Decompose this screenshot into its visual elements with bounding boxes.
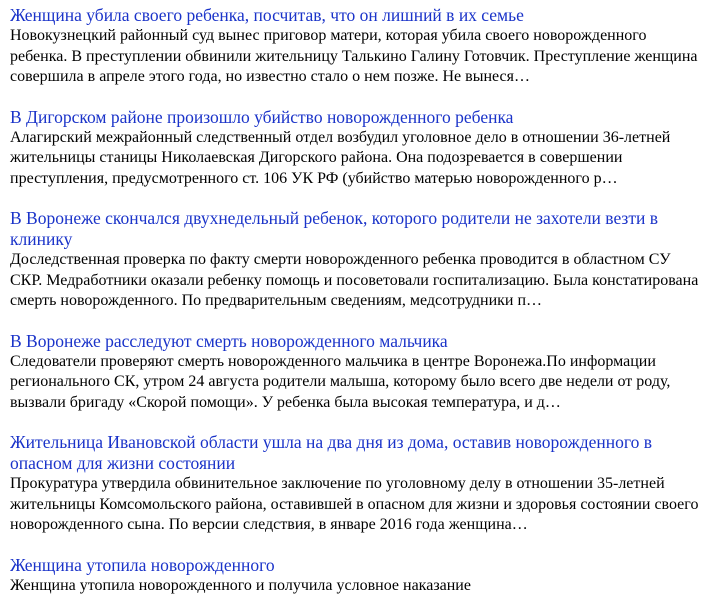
- result-item: [10, 555, 701, 596]
- result-item: [10, 331, 701, 414]
- result-snippet: Прокуратура утвердила обвинительное заключение по уголовному делу в отношении 35-летней жительницы Комсомольского района, оставившей в опасном для жизни и здоровья состоянии своего новорожденного сына. По версии следствия, в январе 2016 года женщина…: [10, 474, 701, 536]
- result-title-link[interactable]: Женщина утопила новорожденного: [10, 555, 701, 576]
- result-snippet: Доследственная проверка по факту смерти новорожденного ребенка проводится в областном СУ СКР. Медработники оказали ребенку помощь и посоветовали госпитализацию. Была констатирована смерть новорожденного. По предварительным сведениям, медсотрудники п…: [10, 250, 701, 312]
- result-title-link[interactable]: В Дигорском районе произошло убийство новорожденного ребенка: [10, 107, 701, 128]
- result-snippet: Следователи проверяют смерть новорожденного мальчика в центре Воронежа.По информации регионального СК, утром 24 августа родители малыша, которому было всего две недели от роду, вызвали бригаду «Скорой помощи». У ребенка была высокая температура, и д…: [10, 352, 701, 414]
- result-title-link[interactable]: В Воронеже скончался двухнедельный ребенок, которого родители не захотели везти в клинику: [10, 208, 701, 250]
- result-title-link[interactable]: Жительница Ивановской области ушла на два дня из дома, оставив новорожденного в опасном для жизни состоянии: [10, 432, 701, 474]
- result-snippet: Алагирский межрайонный следственный отдел возбудил уголовное дело в отношении 36-летней жительницы станицы Николаевская Дигорского района. Она подозревается в совершении преступления, предусмотренного ст. 106 УК РФ (убийство матерью новорожденного р…: [10, 128, 701, 190]
- result-title-link[interactable]: Женщина убила своего ребенка, посчитав, что он лишний в их семье: [10, 5, 701, 26]
- result-item: [10, 432, 701, 536]
- result-item: [10, 208, 701, 312]
- result-snippet: Женщина утопила новорожденного и получила условное наказание: [10, 576, 701, 596]
- result-item: [10, 0, 701, 88]
- result-item: [10, 107, 701, 190]
- result-title-link[interactable]: В Воронеже расследуют смерть новорожденного мальчика: [10, 331, 701, 352]
- result-snippet: Новокузнецкий районный суд вынес приговор матери, которая убила своего новорожденного ребенка. В преступлении обвинили жительницу Талькино Галину Готовчик. Преступление женщина совершила в апреле этого года, но известно стало о нем позже. Не вынеся…: [10, 26, 701, 88]
